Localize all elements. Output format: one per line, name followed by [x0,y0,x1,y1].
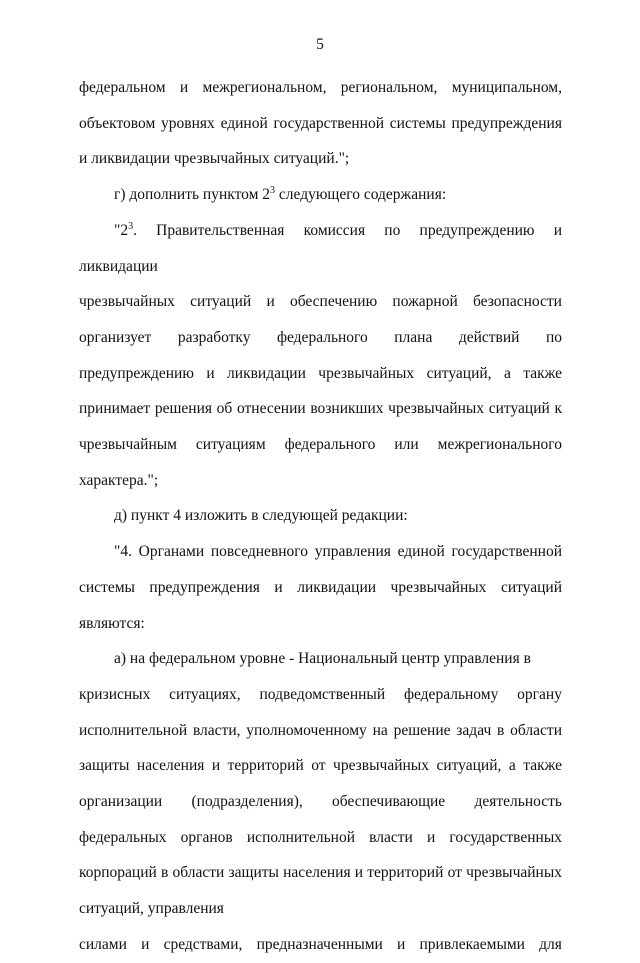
text-line: а) на федеральном уровне - Национальный центр управления в [114,650,531,668]
word: предназначенными [256,935,383,953]
text-span: следующего содержания: [275,186,447,204]
superscript: 3 [270,185,276,197]
text-line [79,284,562,320]
text-span: г) дополнить пунктом 2 [114,186,271,204]
word: силами [79,935,127,953]
text-line [79,927,562,963]
text-span: "2 [114,221,129,239]
word: для [539,935,562,953]
paragraph-text: организует разработку федерального плана действий по предупреждению и ликвидации чрезвычайных ситуаций, а также принимает решения об отнесении возникших чрезвычайных ситуаций к чрезвычайным ситуациям федерального или межрегионального характера."; [79,328,562,489]
text-line [79,677,562,713]
paragraph-continuation [79,70,562,177]
word: органу [517,685,562,703]
text-line [79,70,562,106]
text-span: . Правительственная комиссия по предупреждению и ликвидации [79,221,562,275]
paragraph-point-2-3 [79,213,562,499]
word: и [179,79,189,96]
page-number: 5 [316,36,324,53]
word: безопасности [473,293,562,311]
word: ситуациях, [169,685,241,703]
word: федеральном [79,79,166,96]
word: кризисных [79,685,151,703]
paragraph-subitem-a [79,641,562,962]
paragraph-subitem-d: д) пункт 4 изложить в следующей редакции: [114,507,408,525]
word: и [397,935,406,953]
word: средствами, [163,935,243,953]
word: региональном, [340,79,438,96]
paragraph-subitem-g [79,177,562,213]
word: и [141,935,150,953]
paragraph-text: объектовом уровнях единой государственной системы предупреждения и ликвидации чрезвычайных ситуаций."; [79,114,562,168]
paragraph-point-4: "4. Органами повседневного управления единой государственной системы предупреждения и ликвидации чрезвычайных ситуаций являются: [79,543,562,632]
word: чрезвычайных [79,293,175,311]
word: подведомственный [259,685,386,703]
word: обеспечению [289,293,378,311]
text-line [79,213,562,284]
word: муниципальном, [451,79,562,96]
word: федеральному [403,685,499,703]
word: пожарной [392,293,458,311]
document-body [79,70,562,963]
word: привлекаемыми [419,935,525,953]
paragraph-text: исполнительной власти, уполномоченному на решение задач в области защиты населения и территорий от чрезвычайных ситуаций, а также организации (подразделения), обеспечивающие деятельность федеральных органов исполнительной власти и государственных корпораций в области защиты населения и территорий от чрезвычайных ситуаций, управления [79,721,562,918]
word: ситуаций [190,293,252,311]
superscript: 3 [128,220,134,232]
word: и [266,293,275,311]
word: межрегиональном, [202,79,327,96]
